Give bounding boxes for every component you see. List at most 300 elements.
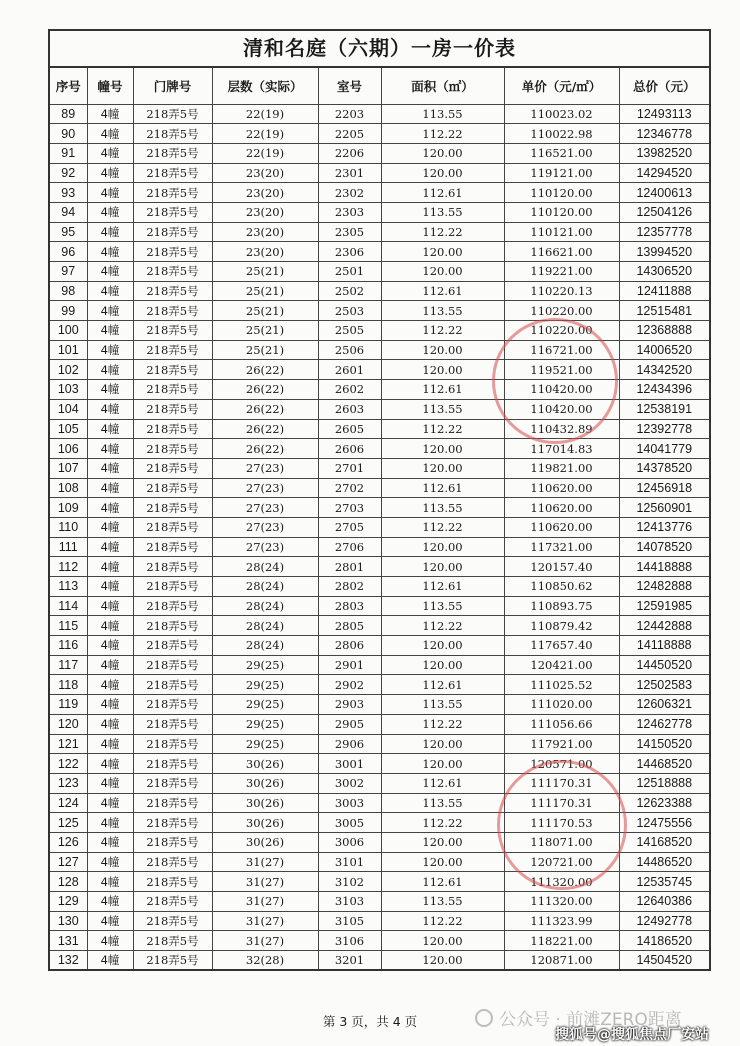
table-cell: 12357778 bbox=[619, 222, 710, 242]
table-row bbox=[49, 301, 710, 321]
table-cell: 4幢 bbox=[87, 163, 133, 183]
table-cell: 109 bbox=[49, 498, 87, 518]
table-cell: 2501 bbox=[318, 262, 381, 282]
table-cell: 12400613 bbox=[619, 183, 710, 203]
table-cell: 107 bbox=[49, 458, 87, 478]
table-cell: 111025.52 bbox=[504, 675, 619, 695]
table-cell: 111 bbox=[49, 537, 87, 557]
table-cell: 112.61 bbox=[381, 577, 504, 597]
table-cell: 105 bbox=[49, 419, 87, 439]
table-cell: 2603 bbox=[318, 399, 381, 419]
table-cell: 120.00 bbox=[381, 458, 504, 478]
table-cell: 30(26) bbox=[212, 754, 318, 774]
table-cell: 3103 bbox=[318, 892, 381, 912]
table-cell: 120.00 bbox=[381, 262, 504, 282]
table-cell: 25(21) bbox=[212, 262, 318, 282]
table-cell: 2203 bbox=[318, 104, 381, 124]
table-cell: 119 bbox=[49, 695, 87, 715]
table-cell: 110120.00 bbox=[504, 202, 619, 222]
table-cell: 2805 bbox=[318, 616, 381, 636]
table-cell: 4幢 bbox=[87, 419, 133, 439]
table-cell: 117921.00 bbox=[504, 734, 619, 754]
table-cell: 12462778 bbox=[619, 714, 710, 734]
table-cell: 2602 bbox=[318, 380, 381, 400]
table-cell: 218弄5号 bbox=[133, 419, 212, 439]
table-cell: 4幢 bbox=[87, 616, 133, 636]
table-cell: 111020.00 bbox=[504, 695, 619, 715]
table-cell: 119521.00 bbox=[504, 360, 619, 380]
table-cell: 29(25) bbox=[212, 655, 318, 675]
table-cell: 31(27) bbox=[212, 892, 318, 912]
table-cell: 14486520 bbox=[619, 852, 710, 872]
table-cell: 119821.00 bbox=[504, 458, 619, 478]
table-cell: 23(20) bbox=[212, 202, 318, 222]
table-cell: 2502 bbox=[318, 281, 381, 301]
table-cell: 4幢 bbox=[87, 734, 133, 754]
table-row bbox=[49, 872, 710, 892]
table-cell: 110432.89 bbox=[504, 419, 619, 439]
table-cell: 112.22 bbox=[381, 124, 504, 144]
table-cell: 2801 bbox=[318, 557, 381, 577]
table-cell: 110022.98 bbox=[504, 124, 619, 144]
table-cell: 110023.02 bbox=[504, 104, 619, 124]
table-cell: 124 bbox=[49, 793, 87, 813]
table-cell: 218弄5号 bbox=[133, 242, 212, 262]
table-cell: 2802 bbox=[318, 577, 381, 597]
table-cell: 128 bbox=[49, 872, 87, 892]
table-cell: 102 bbox=[49, 360, 87, 380]
table-cell: 4幢 bbox=[87, 124, 133, 144]
table-cell: 126 bbox=[49, 832, 87, 852]
table-cell: 218弄5号 bbox=[133, 793, 212, 813]
table-cell: 131 bbox=[49, 931, 87, 951]
table-cell: 218弄5号 bbox=[133, 596, 212, 616]
red-seal-stamp-upper bbox=[492, 318, 618, 444]
table-cell: 3106 bbox=[318, 931, 381, 951]
table-cell: 110220.00 bbox=[504, 321, 619, 341]
table-cell: 26(22) bbox=[212, 439, 318, 459]
table-cell: 14306520 bbox=[619, 262, 710, 282]
table-cell: 111320.00 bbox=[504, 892, 619, 912]
table-cell: 4幢 bbox=[87, 577, 133, 597]
table-cell: 4幢 bbox=[87, 557, 133, 577]
table-cell: 3006 bbox=[318, 832, 381, 852]
col-header-total-price: 总价（元） bbox=[619, 67, 710, 104]
table-cell: 4幢 bbox=[87, 439, 133, 459]
table-cell: 111170.31 bbox=[504, 793, 619, 813]
table-cell: 120.00 bbox=[381, 754, 504, 774]
table-cell: 111170.31 bbox=[504, 773, 619, 793]
table-cell: 97 bbox=[49, 262, 87, 282]
table-row bbox=[49, 262, 710, 282]
table-cell: 218弄5号 bbox=[133, 222, 212, 242]
col-header-area: 面积（㎡） bbox=[381, 67, 504, 104]
table-cell: 26(22) bbox=[212, 399, 318, 419]
table-cell: 31(27) bbox=[212, 852, 318, 872]
table-cell: 120.00 bbox=[381, 143, 504, 163]
table-cell: 30(26) bbox=[212, 773, 318, 793]
table-cell: 120.00 bbox=[381, 734, 504, 754]
table-cell: 113 bbox=[49, 577, 87, 597]
table-cell: 218弄5号 bbox=[133, 321, 212, 341]
table-cell: 218弄5号 bbox=[133, 163, 212, 183]
wechat-watermark-text: 公众号 · 前滩ZERO距离 bbox=[499, 1010, 682, 1030]
table-cell: 111323.99 bbox=[504, 911, 619, 931]
table-cell: 110879.42 bbox=[504, 616, 619, 636]
table-cell: 112.61 bbox=[381, 675, 504, 695]
table-cell: 96 bbox=[49, 242, 87, 262]
table-row bbox=[49, 695, 710, 715]
table-cell: 89 bbox=[49, 104, 87, 124]
table-cell: 30(26) bbox=[212, 793, 318, 813]
table-cell: 14168520 bbox=[619, 832, 710, 852]
table-cell: 14378520 bbox=[619, 458, 710, 478]
table-cell: 2506 bbox=[318, 340, 381, 360]
table-cell: 115 bbox=[49, 616, 87, 636]
table-cell: 120.00 bbox=[381, 951, 504, 971]
table-cell: 4幢 bbox=[87, 793, 133, 813]
table-cell: 218弄5号 bbox=[133, 951, 212, 971]
table-row bbox=[49, 183, 710, 203]
table-cell: 113.55 bbox=[381, 695, 504, 715]
table-cell: 12535745 bbox=[619, 872, 710, 892]
table-row bbox=[49, 616, 710, 636]
table-cell: 120571.00 bbox=[504, 754, 619, 774]
table-cell: 14186520 bbox=[619, 931, 710, 951]
table-cell: 4幢 bbox=[87, 655, 133, 675]
table-cell: 4幢 bbox=[87, 262, 133, 282]
col-header-unit-price: 单价（元/㎡） bbox=[504, 67, 619, 104]
table-cell: 120421.00 bbox=[504, 655, 619, 675]
table-cell: 218弄5号 bbox=[133, 852, 212, 872]
table-cell: 112.61 bbox=[381, 773, 504, 793]
table-cell: 120.00 bbox=[381, 636, 504, 656]
table-cell: 3002 bbox=[318, 773, 381, 793]
table-cell: 110 bbox=[49, 517, 87, 537]
table-cell: 110620.00 bbox=[504, 498, 619, 518]
table-row bbox=[49, 281, 710, 301]
table-row bbox=[49, 202, 710, 222]
table-cell: 111056.66 bbox=[504, 714, 619, 734]
table-cell: 112.22 bbox=[381, 616, 504, 636]
table-cell: 121 bbox=[49, 734, 87, 754]
table-cell: 29(25) bbox=[212, 734, 318, 754]
table-cell: 120.00 bbox=[381, 832, 504, 852]
table-cell: 2503 bbox=[318, 301, 381, 321]
table-cell: 218弄5号 bbox=[133, 577, 212, 597]
table-cell: 2302 bbox=[318, 183, 381, 203]
table-cell: 110121.00 bbox=[504, 222, 619, 242]
table-cell: 120.00 bbox=[381, 655, 504, 675]
table-cell: 218弄5号 bbox=[133, 478, 212, 498]
red-seal-stamp-lower bbox=[497, 760, 627, 890]
table-cell: 112.22 bbox=[381, 517, 504, 537]
table-cell: 113.55 bbox=[381, 596, 504, 616]
table-cell: 23(20) bbox=[212, 242, 318, 262]
col-header-address: 门牌号 bbox=[133, 67, 212, 104]
table-cell: 112.22 bbox=[381, 813, 504, 833]
table-cell: 95 bbox=[49, 222, 87, 242]
table-cell: 110620.00 bbox=[504, 478, 619, 498]
table-cell: 218弄5号 bbox=[133, 872, 212, 892]
table-cell: 13982520 bbox=[619, 143, 710, 163]
table-row bbox=[49, 714, 710, 734]
table-cell: 12538191 bbox=[619, 399, 710, 419]
table-cell: 12368888 bbox=[619, 321, 710, 341]
table-cell: 218弄5号 bbox=[133, 498, 212, 518]
table-row bbox=[49, 439, 710, 459]
table-cell: 26(22) bbox=[212, 360, 318, 380]
table-cell: 99 bbox=[49, 301, 87, 321]
table-cell: 218弄5号 bbox=[133, 458, 212, 478]
table-cell: 2905 bbox=[318, 714, 381, 734]
table-cell: 12493113 bbox=[619, 104, 710, 124]
table-cell: 2305 bbox=[318, 222, 381, 242]
table-cell: 218弄5号 bbox=[133, 380, 212, 400]
table-cell: 13994520 bbox=[619, 242, 710, 262]
table-cell: 116 bbox=[49, 636, 87, 656]
table-cell: 218弄5号 bbox=[133, 439, 212, 459]
table-cell: 12392778 bbox=[619, 419, 710, 439]
table-cell: 12502583 bbox=[619, 675, 710, 695]
table-row bbox=[49, 222, 710, 242]
table-cell: 4幢 bbox=[87, 202, 133, 222]
table-cell: 3001 bbox=[318, 754, 381, 774]
table-cell: 122 bbox=[49, 754, 87, 774]
table-cell: 218弄5号 bbox=[133, 517, 212, 537]
table-cell: 112.61 bbox=[381, 281, 504, 301]
table-row bbox=[49, 931, 710, 951]
table-cell: 218弄5号 bbox=[133, 636, 212, 656]
table-cell: 4幢 bbox=[87, 478, 133, 498]
table-cell: 218弄5号 bbox=[133, 695, 212, 715]
table-cell: 118071.00 bbox=[504, 832, 619, 852]
col-header-building: 幢号 bbox=[87, 67, 133, 104]
table-cell: 218弄5号 bbox=[133, 262, 212, 282]
table-cell: 218弄5号 bbox=[133, 124, 212, 144]
table-cell: 112.22 bbox=[381, 222, 504, 242]
table-cell: 112 bbox=[49, 557, 87, 577]
table-cell: 2301 bbox=[318, 163, 381, 183]
table-cell: 123 bbox=[49, 773, 87, 793]
table-cell: 2906 bbox=[318, 734, 381, 754]
table-cell: 4幢 bbox=[87, 104, 133, 124]
table-cell: 3003 bbox=[318, 793, 381, 813]
table-cell: 113.55 bbox=[381, 793, 504, 813]
table-cell: 94 bbox=[49, 202, 87, 222]
table-cell: 2601 bbox=[318, 360, 381, 380]
table-cell: 218弄5号 bbox=[133, 340, 212, 360]
table-cell: 120.00 bbox=[381, 931, 504, 951]
table-cell: 117321.00 bbox=[504, 537, 619, 557]
table-cell: 98 bbox=[49, 281, 87, 301]
table-cell: 4幢 bbox=[87, 872, 133, 892]
table-cell: 12413776 bbox=[619, 517, 710, 537]
table-cell: 112.22 bbox=[381, 419, 504, 439]
table-cell: 14150520 bbox=[619, 734, 710, 754]
table-cell: 118221.00 bbox=[504, 931, 619, 951]
table-cell: 112.22 bbox=[381, 321, 504, 341]
table-cell: 218弄5号 bbox=[133, 754, 212, 774]
table-cell: 27(23) bbox=[212, 537, 318, 557]
table-cell: 112.61 bbox=[381, 478, 504, 498]
table-cell: 112.61 bbox=[381, 183, 504, 203]
table-cell: 113.55 bbox=[381, 202, 504, 222]
table-row bbox=[49, 577, 710, 597]
table-cell: 14294520 bbox=[619, 163, 710, 183]
table-cell: 108 bbox=[49, 478, 87, 498]
table-row bbox=[49, 675, 710, 695]
table-cell: 14342520 bbox=[619, 360, 710, 380]
table-cell: 28(24) bbox=[212, 577, 318, 597]
col-header-room: 室号 bbox=[318, 67, 381, 104]
table-cell: 4幢 bbox=[87, 911, 133, 931]
table-cell: 104 bbox=[49, 399, 87, 419]
table-cell: 4幢 bbox=[87, 458, 133, 478]
table-row bbox=[49, 734, 710, 754]
table-cell: 22(19) bbox=[212, 124, 318, 144]
table-cell: 112.22 bbox=[381, 911, 504, 931]
table-cell: 4幢 bbox=[87, 951, 133, 971]
table-cell: 90 bbox=[49, 124, 87, 144]
table-cell: 12492778 bbox=[619, 911, 710, 931]
table-row bbox=[49, 143, 710, 163]
table-row bbox=[49, 636, 710, 656]
table-cell: 2306 bbox=[318, 242, 381, 262]
table-cell: 120.00 bbox=[381, 852, 504, 872]
table-cell: 111320.00 bbox=[504, 872, 619, 892]
table-cell: 4幢 bbox=[87, 695, 133, 715]
table-cell: 4幢 bbox=[87, 301, 133, 321]
table-cell: 4幢 bbox=[87, 399, 133, 419]
table-cell: 4幢 bbox=[87, 892, 133, 912]
table-cell: 4幢 bbox=[87, 242, 133, 262]
table-row bbox=[49, 537, 710, 557]
table-cell: 130 bbox=[49, 911, 87, 931]
table-cell: 12346778 bbox=[619, 124, 710, 144]
table-cell: 30(26) bbox=[212, 813, 318, 833]
table-cell: 120.00 bbox=[381, 242, 504, 262]
table-row bbox=[49, 655, 710, 675]
table-cell: 29(25) bbox=[212, 695, 318, 715]
table-cell: 4幢 bbox=[87, 498, 133, 518]
table-row bbox=[49, 911, 710, 931]
table-cell: 4幢 bbox=[87, 537, 133, 557]
table-cell: 4幢 bbox=[87, 517, 133, 537]
table-cell: 27(23) bbox=[212, 498, 318, 518]
table-cell: 12434396 bbox=[619, 380, 710, 400]
table-cell: 12560901 bbox=[619, 498, 710, 518]
table-cell: 218弄5号 bbox=[133, 832, 212, 852]
table-cell: 2701 bbox=[318, 458, 381, 478]
table-cell: 14468520 bbox=[619, 754, 710, 774]
table-cell: 113.55 bbox=[381, 399, 504, 419]
table-row bbox=[49, 124, 710, 144]
table-cell: 2703 bbox=[318, 498, 381, 518]
table-cell: 12515481 bbox=[619, 301, 710, 321]
table-cell: 29(25) bbox=[212, 714, 318, 734]
table-cell: 120.00 bbox=[381, 163, 504, 183]
table-cell: 218弄5号 bbox=[133, 557, 212, 577]
table-cell: 29(25) bbox=[212, 675, 318, 695]
table-cell: 2803 bbox=[318, 596, 381, 616]
table-cell: 117 bbox=[49, 655, 87, 675]
table-cell: 119121.00 bbox=[504, 163, 619, 183]
table-cell: 218弄5号 bbox=[133, 931, 212, 951]
table-cell: 26(22) bbox=[212, 380, 318, 400]
table-cell: 120 bbox=[49, 714, 87, 734]
table-cell: 91 bbox=[49, 143, 87, 163]
table-cell: 4幢 bbox=[87, 380, 133, 400]
table-cell: 100 bbox=[49, 321, 87, 341]
table-cell: 110420.00 bbox=[504, 399, 619, 419]
table-cell: 110893.75 bbox=[504, 596, 619, 616]
table-row bbox=[49, 892, 710, 912]
table-cell: 2702 bbox=[318, 478, 381, 498]
table-cell: 14450520 bbox=[619, 655, 710, 675]
col-header-floor: 层数（实际） bbox=[212, 67, 318, 104]
page-title: 清和名庭（六期）一房一价表 bbox=[48, 29, 711, 66]
table-row bbox=[49, 163, 710, 183]
table-cell: 113.55 bbox=[381, 301, 504, 321]
table-cell: 218弄5号 bbox=[133, 399, 212, 419]
table-cell: 111170.53 bbox=[504, 813, 619, 833]
table-cell: 218弄5号 bbox=[133, 773, 212, 793]
table-cell: 25(21) bbox=[212, 340, 318, 360]
table-row bbox=[49, 104, 710, 124]
table-cell: 4幢 bbox=[87, 852, 133, 872]
table-cell: 27(23) bbox=[212, 458, 318, 478]
table-cell: 110420.00 bbox=[504, 380, 619, 400]
table-cell: 118 bbox=[49, 675, 87, 695]
table-cell: 120157.40 bbox=[504, 557, 619, 577]
table-cell: 12475556 bbox=[619, 813, 710, 833]
table-cell: 3201 bbox=[318, 951, 381, 971]
table-cell: 23(20) bbox=[212, 183, 318, 203]
table-row bbox=[49, 951, 710, 971]
table-cell: 25(21) bbox=[212, 321, 318, 341]
table-cell: 4幢 bbox=[87, 714, 133, 734]
table-cell: 28(24) bbox=[212, 596, 318, 616]
table-cell: 218弄5号 bbox=[133, 143, 212, 163]
table-cell: 4幢 bbox=[87, 931, 133, 951]
table-cell: 12411888 bbox=[619, 281, 710, 301]
table-cell: 132 bbox=[49, 951, 87, 971]
table-cell: 116521.00 bbox=[504, 143, 619, 163]
table-cell: 31(27) bbox=[212, 931, 318, 951]
table-cell: 110220.00 bbox=[504, 301, 619, 321]
table-cell: 3005 bbox=[318, 813, 381, 833]
table-cell: 4幢 bbox=[87, 832, 133, 852]
table-cell: 3105 bbox=[318, 911, 381, 931]
table-cell: 3101 bbox=[318, 852, 381, 872]
table-cell: 22(19) bbox=[212, 143, 318, 163]
page-footer: 第 3 页，共 4 页 bbox=[322, 1014, 418, 1029]
table-cell: 112.61 bbox=[381, 380, 504, 400]
table-cell: 120871.00 bbox=[504, 951, 619, 971]
table-cell: 125 bbox=[49, 813, 87, 833]
table-cell: 14418888 bbox=[619, 557, 710, 577]
sohu-watermark: 搜狐号@搜狐焦点厂安站 bbox=[555, 1027, 709, 1043]
table-cell: 2206 bbox=[318, 143, 381, 163]
table-cell: 120721.00 bbox=[504, 852, 619, 872]
table-cell: 2901 bbox=[318, 655, 381, 675]
table-cell: 12591985 bbox=[619, 596, 710, 616]
table-cell: 218弄5号 bbox=[133, 104, 212, 124]
col-header-seq: 序号 bbox=[49, 67, 87, 104]
table-cell: 106 bbox=[49, 439, 87, 459]
table-row bbox=[49, 419, 710, 439]
